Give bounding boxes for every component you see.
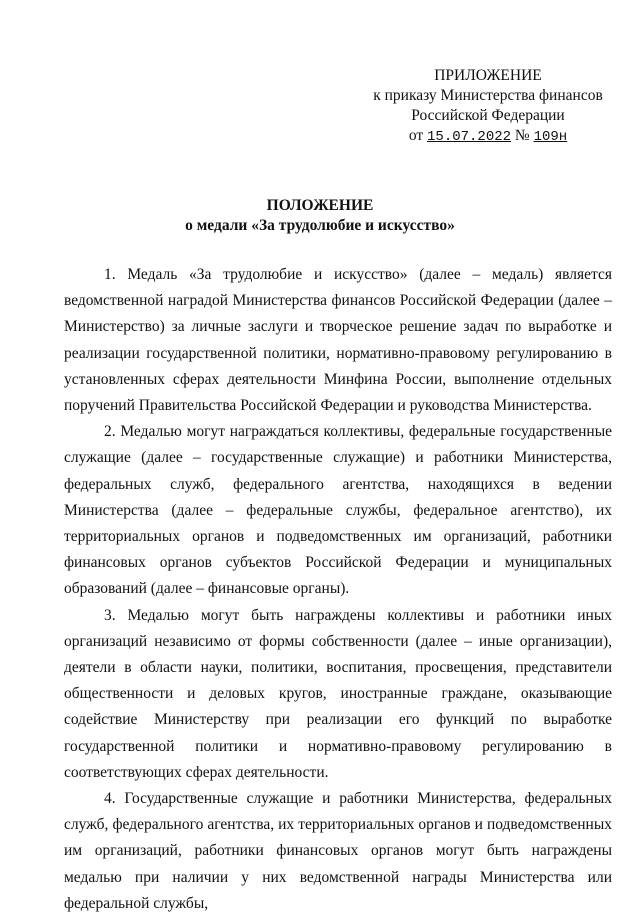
order-number: 109н [533, 129, 568, 145]
paragraph-3: 3. Медалью могут быть награждены коллективы и работники иных организаций независимо от формы собственности (далее – иные организации), деятели в области науки, политики, воспитания, просвещения, представители общественности и деловых кругов, иностранные граждане, оказывающие содействие Министерству при реализации его функций по выработке государственной политики и нормативно-правовому регулированию в соответствующих сферах деятельности. [64, 606, 612, 781]
order-date: 15.07.2022 [427, 129, 512, 145]
title-subtitle: о медали «За трудолюбие и искусство» [185, 217, 455, 234]
order-date-line [372, 126, 604, 147]
paragraph-4: 4. Государственные служащие и работники Министерства, федеральных служб, федерального агентства, их территориальных органов и подведомственных им организаций, работники финансовых органов могут быть награждены медалью при наличии у них ведомственной награды Министерства или федеральной службы, [64, 790, 612, 912]
title-heading: ПОЛОЖЕНИЕ [266, 197, 374, 214]
document-title [0, 196, 640, 236]
appendix-label: ПРИЛОЖЕНИЕ [434, 67, 542, 84]
paragraph-2: 2. Медалью могут награждаться коллективы, федеральные государственные служащие (далее – государственные служащие) и работники Министерства, федеральных служб, федерального агентства, находящихся в ведении Министерства (далее – федеральные службы, федеральное агентство), их территориальных органов и подведомственных им организаций, работники финансовых органов субъектов Российской Федерации и муниципальных образований (далее – финансовые органы). [64, 423, 612, 598]
federation-name: Российской Федерации [411, 107, 565, 124]
appendix-block [372, 66, 604, 147]
paragraph-1: 1. Медаль «За трудолюбие и искусство» (далее – медаль) является ведомственной наградой Министерства финансов Российской Федерации (далее – Министерство) за личные заслуги и творческое решение задач по выработке и реализации государственной политики, нормативно-правовому регулированию в установленных сферах деятельности Минфина России, выполнение отдельных поручений Правительства Российской Федерации и руководства Министерства. [64, 266, 612, 415]
date-prefix: от [408, 127, 424, 144]
number-sign: № [514, 127, 530, 144]
order-reference: к приказу Министерства финансов [373, 87, 603, 104]
document-body [64, 262, 612, 917]
